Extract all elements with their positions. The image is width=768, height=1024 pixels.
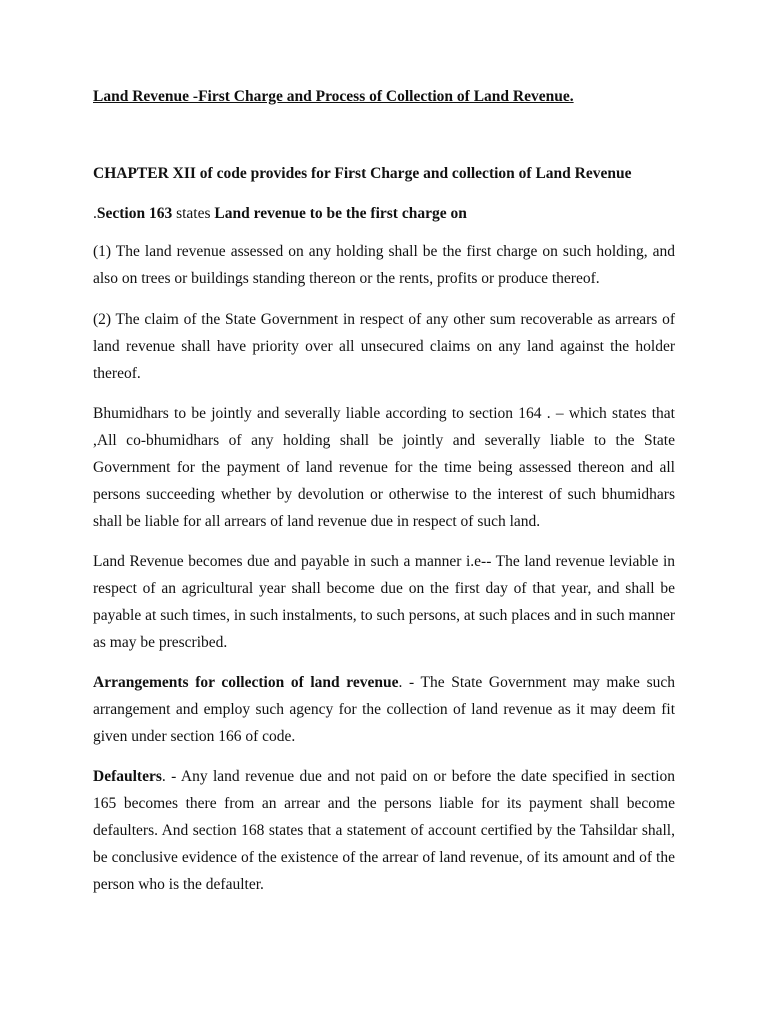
paragraph-2: (2) The claim of the State Government in respect of any other sum recoverable as arrears of land revenue shall have priority over all unsecured claims on any land against the holder thereof.	[93, 311, 675, 382]
paragraph-1: (1) The land revenue assessed on any holding shall be the first charge on such holding, and also on trees or buildings standing thereon or the rents, profits or produce thereof.	[93, 243, 675, 287]
paragraph-5-heading: Arrangements for collection of land revenue	[93, 674, 399, 691]
paragraph-6-heading: Defaulters	[93, 768, 162, 785]
paragraph-5-text: . - The State Government may make such arrangement and employ such agency for the collection of land revenue as it may deem fit given under section 166 of code.	[93, 674, 675, 745]
section-163-heading: Land revenue to be the first charge on	[214, 205, 467, 222]
section-163-label: Section 163	[96, 205, 173, 222]
paragraph-6-text: . - Any land revenue due and not paid on or before the date specified in section 165 becomes there from an arrear and the persons liable for its payment shall become defaulters. And section 168 states that a statement of account certified by the Tahsildar shall, be conclusive evidence of the existence of the arrear of land revenue, of its amount and of the person who is the defaulter.	[93, 768, 675, 893]
section-163-prefix: .	[93, 205, 97, 222]
chapter-heading: CHAPTER XII of code provides for First Charge and collection of Land Revenue	[93, 165, 632, 182]
paragraph-3: Bhumidhars to be jointly and severally liable according to section 164 . – which states that ,All co-bhumidhars of any holding shall be jointly and severally liable to the State Government for the payment of land revenue for the time being assessed thereon and all persons succeeding whether by devolution or otherwise to the interest of such bhumidhars shall be liable for all arrears of land revenue due in respect of such land.	[93, 405, 675, 530]
document-title: Land Revenue -First Charge and Process of Collection of Land Revenue.	[93, 88, 574, 105]
paragraph-6	[93, 763, 675, 898]
section-163-states: states	[172, 205, 215, 222]
section-163-line	[93, 205, 467, 223]
paragraph-4: Land Revenue becomes due and payable in such a manner i.e-- The land revenue leviable in respect of an agricultural year shall become due on the first day of that year, and shall be payable at such times, in such instalments, to such persons, at such places and in such manner as may be prescribed.	[93, 553, 675, 651]
paragraph-5	[93, 669, 675, 750]
